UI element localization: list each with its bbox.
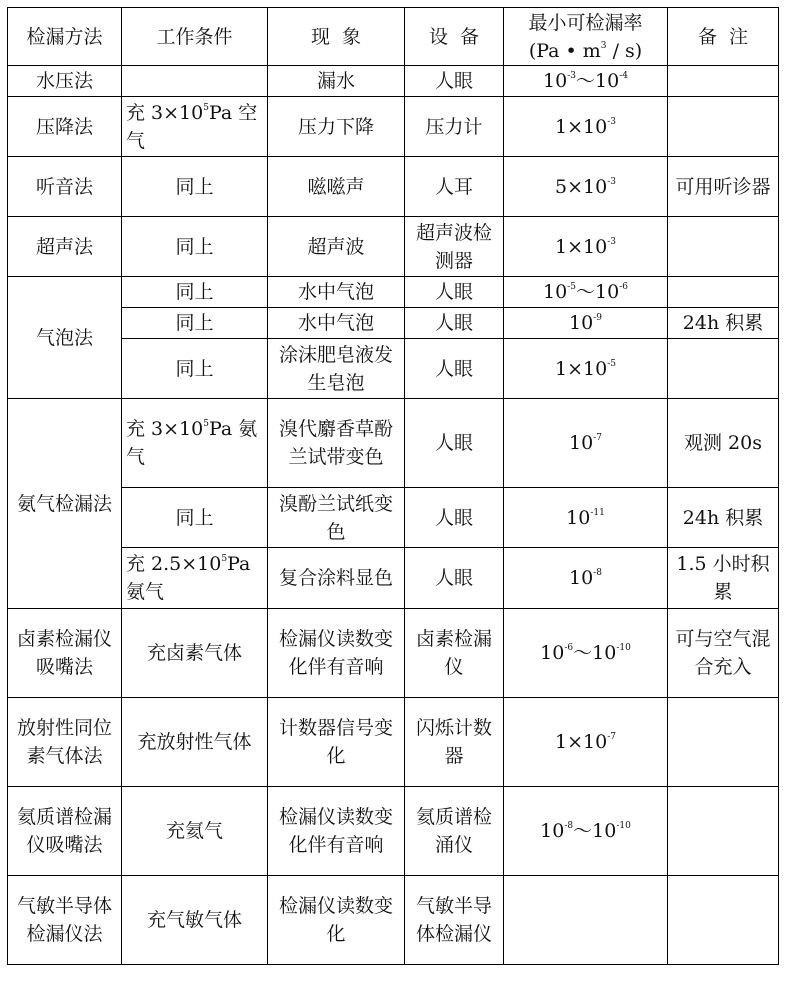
cell-equipment: 氦质谱检涌仪 [405,787,504,876]
table-row [8,876,779,965]
cell-method: 水压法 [8,66,122,97]
table-row [8,157,779,217]
cell-leak-rate [504,876,668,965]
cell-leak-rate: $1\times 10^{-5}$ [504,339,668,399]
cell-note [668,787,779,876]
header-rate-line1: 最小可检漏率 [528,11,643,34]
cell-equipment: 人耳 [405,157,504,217]
cell-equipment: 人眼 [405,66,504,97]
cell-note: 1.5 小时积累 [668,548,779,609]
cell-condition: 同上 [122,339,268,399]
table-row [8,609,779,698]
cell-method: 氦质谱检漏仪吸嘴法 [8,787,122,876]
cell-note [668,217,779,277]
cell-equipment: 人眼 [405,339,504,399]
header-equipment: 设 备 [405,8,504,66]
cell-phenomenon: 溴酚兰试纸变色 [268,488,405,548]
table-row [8,308,779,339]
cell-method: 卤素检漏仪吸嘴法 [8,609,122,698]
cell-leak-rate: $10^{-8}\sim 10^{-10}$ [504,787,668,876]
cell-equipment: 卤素检漏仪 [405,609,504,698]
cell-method: 气敏半导体检漏仪法 [8,876,122,965]
cell-leak-rate: $10^{-8}$ [504,548,668,609]
cell-note: 24h 积累 [668,308,779,339]
cell-note [668,97,779,157]
cell-equipment: 超声波检测器 [405,217,504,277]
cell-condition: 同上 [122,488,268,548]
cell-note [668,876,779,965]
cell-equipment: 气敏半导体检漏仪 [405,876,504,965]
cell-condition: 充 $3\times 10^5Pa$ 空气 [122,97,268,157]
cell-condition: 充 $3\times 10^5Pa$ 氨气 [122,399,268,488]
cell-method: 氨气检漏法 [8,399,122,609]
cell-phenomenon: 压力下降 [268,97,405,157]
cell-condition: 同上 [122,157,268,217]
cell-condition: 同上 [122,308,268,339]
cell-condition: 充卤素气体 [122,609,268,698]
table-row [8,66,779,97]
cell-phenomenon: 检漏仪读数变化伴有音响 [268,787,405,876]
header-note: 备 注 [668,8,779,66]
cell-method: 超声法 [8,217,122,277]
cell-note: 24h 积累 [668,488,779,548]
cell-phenomenon: 检漏仪读数变化伴有音响 [268,609,405,698]
cell-method: 放射性同位素气体法 [8,698,122,787]
cell-condition [122,66,268,97]
header-rate-unit: (Pa • $m^3 / s$) [528,39,643,62]
table-row [8,399,779,488]
cell-phenomenon: 水中气泡 [268,277,405,308]
table-row [8,277,779,308]
cell-condition: 充放射性气体 [122,698,268,787]
cell-phenomenon: 涂沫肥皂液发生皂泡 [268,339,405,399]
cell-equipment: 人眼 [405,548,504,609]
header-min-leak-rate [504,8,668,66]
cell-condition: 同上 [122,277,268,308]
cell-equipment: 人眼 [405,399,504,488]
cell-equipment: 人眼 [405,488,504,548]
leak-detection-methods-table [7,7,779,965]
cell-phenomenon: 超声波 [268,217,405,277]
cell-phenomenon: 复合涂料显色 [268,548,405,609]
cell-leak-rate: $10^{-9}$ [504,308,668,339]
cell-method: 听音法 [8,157,122,217]
cell-condition: 充氦气 [122,787,268,876]
cell-leak-rate: $10^{-5}\sim 10^{-6}$ [504,277,668,308]
cell-leak-rate: $1\times 10^{-7}$ [504,698,668,787]
table-row [8,217,779,277]
cell-phenomenon: 漏水 [268,66,405,97]
cell-leak-rate: $10^{-6}\sim 10^{-10}$ [504,609,668,698]
cell-phenomenon: 计数器信号变化 [268,698,405,787]
cell-phenomenon: 检漏仪读数变化 [268,876,405,965]
cell-equipment: 人眼 [405,308,504,339]
cell-note [668,698,779,787]
cell-note: 可与空气混合充入 [668,609,779,698]
cell-equipment: 人眼 [405,277,504,308]
header-phenomenon: 现 象 [268,8,405,66]
cell-note: 观测 20s [668,399,779,488]
cell-leak-rate: $10^{-3}\sim 10^{-4}$ [504,66,668,97]
table-row [8,488,779,548]
cell-leak-rate: $1\times 10^{-3}$ [504,97,668,157]
cell-equipment: 压力计 [405,97,504,157]
cell-leak-rate: $10^{-7}$ [504,399,668,488]
cell-leak-rate: $10^{-11}$ [504,488,668,548]
cell-condition: 充气敏气体 [122,876,268,965]
cell-note: 可用听诊器 [668,157,779,217]
cell-note [668,66,779,97]
cell-note [668,277,779,308]
table-row [8,787,779,876]
header-method: 检漏方法 [8,8,122,66]
cell-phenomenon: 水中气泡 [268,308,405,339]
cell-leak-rate: $1\times 10^{-3}$ [504,217,668,277]
cell-note [668,339,779,399]
header-condition: 工作条件 [122,8,268,66]
table-row [8,339,779,399]
table-row [8,97,779,157]
cell-condition: 同上 [122,217,268,277]
cell-phenomenon: 嗞嗞声 [268,157,405,217]
table-header-row [8,8,779,66]
cell-equipment: 闪烁计数器 [405,698,504,787]
cell-phenomenon: 溴代麝香草酚兰试带变色 [268,399,405,488]
cell-condition: 充 $2.5\times 10^5Pa$ 氨气 [122,548,268,609]
cell-method: 气泡法 [8,277,122,399]
cell-method: 压降法 [8,97,122,157]
table-row [8,548,779,609]
cell-leak-rate: $5\times 10^{-3}$ [504,157,668,217]
table-row [8,698,779,787]
